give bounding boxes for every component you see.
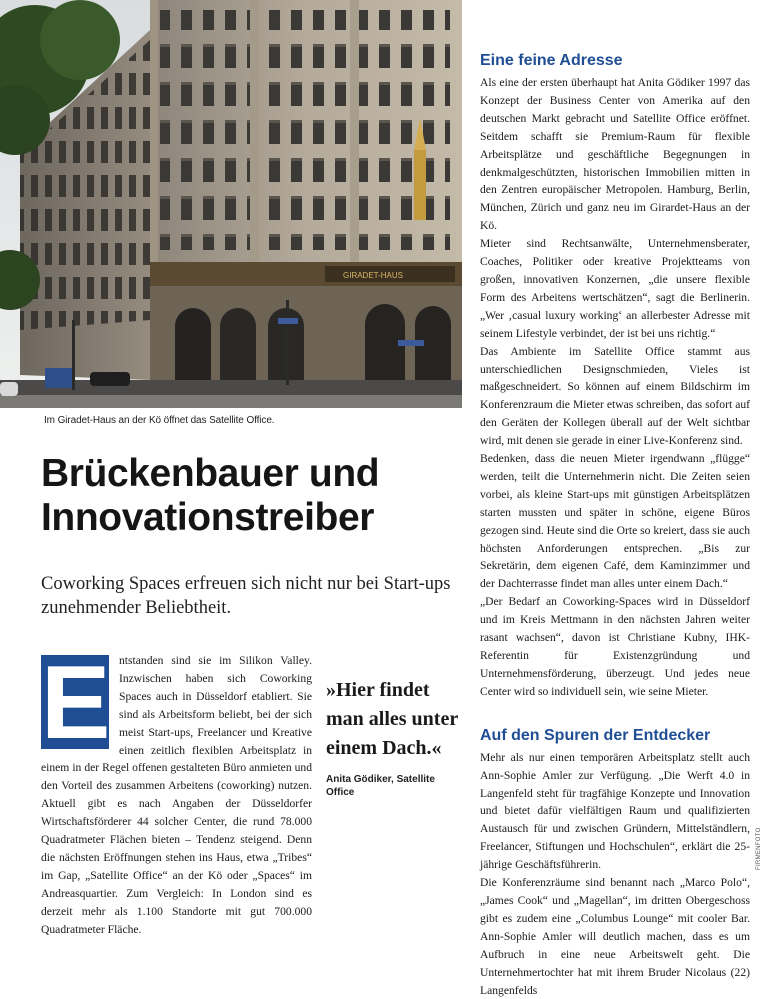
building-photo xyxy=(0,0,462,408)
section2-paragraph: Mehr als nur einen temporären Arbeitsplatz stellt auch Ann-Sophie Amler zur Verfügung. „Die Werft 4.0 in Langenfeld steht für tragfähige Konzepte und Innovation und bietet dafür vielfältigen Raum und qualifizierten Austausch für und zwischen Gründern, Mittelständlern, Freelancer, Stiftungen und Hochschulen“, erklärt die 25-jährige Geschäftsführerin. xyxy=(480,750,750,872)
section1-paragraph: „Der Bedarf an Coworking-Spaces wird in Düsseldorf und im Kreis Mettmann in den nächsten Jahren weiter rasant wachsen“, davon ist Christiane Kubny, IHK-Referentin für Existenzgründung und Unternehmensförderung, überzeugt. Und jedes neue Center wird so individuell sein, wie seine Mieter. xyxy=(480,595,750,698)
section1-paragraph: Bedenken, dass die neuen Mieter irgendwann „flügge“ werden, teilt die Unternehmerin nicht. Die Zeiten seien vorbei, als kleine Start-ups mit günstigen Arbeitsplätzen starten mussten und später in schöne, eigene Büros gezogen sind. Heute sind die Orte so kreiert, dass sie auch höchsten Anforderungen entsprechen. „Bis zur Sekretärin, dem eigenen Café, dem Kaminzimmer und der Dachterrasse findet man alles unter einem Dach.“ xyxy=(480,452,750,591)
pull-quote-attribution: Anita Gödiker, Satellite Office xyxy=(326,774,435,798)
article-headline xyxy=(41,452,461,540)
intro-paragraph: ntstanden sind sie im Silikon Valley. Inzwischen haben sich Coworking Spaces auch in Düsseldorf etabliert. Sie sind als Arbeitsform beliebt, bei der sich meist Start-ups, Freelancer und Kreative einen zeitlich flexiblen Arbeitsplatz in einem in der Regel offenen gestalteten Büro anmieten und den Vorteil des zusammen Arbeitens (coworking) nutzen. Aktuell gibt es nach Angaben der Düsseldorfer Wirtschaftsförderer 44 solcher Center, die rund 78.000 Quadratmeter Flächen bieten – Tendenz steigend. Denn die nächsten Eröffnungen stehen ins Haus, etwa „Tribes“ im Gap, „Satellite Office“ an der Kö oder „Spaces“ im Andreasquartier. Zum Vergleich: In London sind es derzeit mehr als 1.100 Standorte mit gut 700.000 Quadratmeter Fläche. xyxy=(41,654,312,936)
right-body-column xyxy=(480,50,750,999)
section-heading-entdecker: Auf den Spuren der Entdecker xyxy=(480,726,711,744)
headline-line-1: Brückenbauer und xyxy=(41,452,380,495)
section1-paragraph: Als eine der ersten überhaupt hat Anita Gödiker 1997 das Konzept der Business Center von Amerika auf den deutschen Markt gebracht und Satellite Office eröffnet. Seitdem schafft sie Premium-Raum für flexible Arbeitsplätze und geschäftliche Begegnungen in denkmalgeschützten, historischen Immobilien mitten in den Zentren europäischer Metropolen. Hamburg, Berlin, München, Zürich und ganz neu im Girardet-Haus an der Kö. xyxy=(480,76,750,233)
section-heading-feine-adresse: Eine feine Adresse xyxy=(480,52,623,69)
article-deck: Coworking Spaces erfreuen sich nicht nur bei Start-ups zunehmender Beliebtheit. xyxy=(41,574,451,618)
pull-quote-text: »Hier findet man alles unter einem Dach.« xyxy=(326,679,458,759)
girardet-haus-image xyxy=(0,0,462,408)
headline-line-2: Innovationstreiber xyxy=(41,496,375,539)
drop-cap xyxy=(41,645,111,761)
section2-paragraph: Die Konferenzräume sind benannt nach „Marco Polo“, „James Cook“ und „Magellan“, im dritten Obergeschoss gibt es zudem eine „Columbus Lounge“ mit cooler Bar. Ann-Sophie Amler will deutlich machen, dass es um Aufbruch in eine neue Arbeitswelt geht. Die Unternehmertochter hat mit ihrem Bruder Nicolaus (22) Langenfelds xyxy=(480,876,750,997)
photo-credit: FIRMENFOTO xyxy=(756,827,762,870)
pull-quote xyxy=(326,676,461,799)
section1-paragraph: Mieter sind Rechtsanwälte, Unternehmensberater, Coaches, Politiker oder kreative Projektteams von großen, innovativen Konzernen, „die unsere flexible Form des Arbeitens wertschätzen“, sagt die Berlinerin. „Wer ‚casual luxury working‘ an allerbester Adresse mit seinem Lifestyle verbindet, der ist bei uns richtig.“ xyxy=(480,237,750,340)
left-body-column xyxy=(41,645,312,939)
shop-sign-left: GIRADET-HAUS xyxy=(343,271,404,280)
drop-cap-letter: E xyxy=(41,645,111,761)
photo-caption: Im Giradet-Haus an der Kö öffnet das Satellite Office. xyxy=(44,415,275,426)
section1-paragraph: Das Ambiente im Satellite Office stammt aus unterschiedlichen Designschmieden, Vieles ist maßgeschneidert. So können auf einem Bildschirm im Konferenzraum die Mieter etwas schreiben, das sofort auf den Geräten der Kollegen überall auf der Welt sichtbar wird, mit denen sie gerade in einer Live-Konferenz sind. xyxy=(480,344,750,448)
